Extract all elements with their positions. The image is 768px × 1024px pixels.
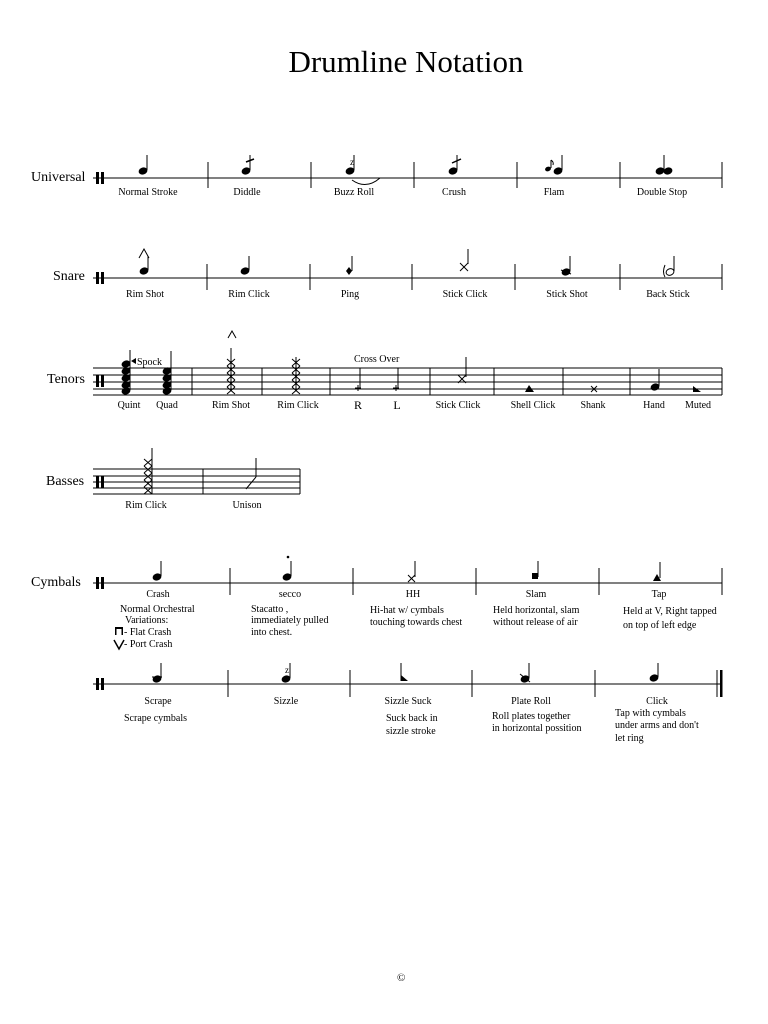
cross-over-left-note bbox=[393, 368, 399, 391]
tenors-staff-lines bbox=[93, 368, 722, 395]
final-barline bbox=[720, 670, 723, 697]
scrape-note bbox=[152, 663, 163, 684]
hh-description: touching towards chest bbox=[370, 617, 463, 628]
stick-shot-note bbox=[561, 256, 572, 277]
spock-indicator bbox=[131, 357, 162, 368]
universal-label: Flam bbox=[543, 187, 565, 198]
universal-label: Diddle bbox=[233, 187, 261, 198]
snare-label: Back Stick bbox=[646, 289, 690, 300]
ping-note bbox=[346, 256, 352, 275]
port-crash-description: - Port Crash bbox=[124, 639, 173, 650]
rim-click-note bbox=[240, 256, 251, 276]
cymbals-system-2 bbox=[93, 663, 723, 744]
spock-label: Spock bbox=[137, 357, 162, 368]
click-note bbox=[649, 663, 660, 683]
tap-description: on top of left edge bbox=[623, 620, 697, 631]
hh-note bbox=[408, 561, 415, 582]
cymbals-label: Crash bbox=[146, 589, 170, 600]
basses-instrument-label: Basses bbox=[46, 474, 85, 489]
universal-label: Normal Stroke bbox=[118, 187, 178, 198]
cymbals-label: Tap bbox=[651, 589, 667, 600]
crash-description: Variations: bbox=[125, 615, 169, 626]
buzz-roll-note bbox=[345, 155, 380, 185]
sizzle-suck-description: sizzle stroke bbox=[386, 726, 436, 737]
tap-note bbox=[653, 562, 661, 581]
slam-note bbox=[532, 561, 538, 579]
scrape-description: Scrape cymbals bbox=[124, 713, 188, 724]
click-description: let ring bbox=[615, 733, 644, 744]
secco-note bbox=[282, 556, 293, 582]
crash-note bbox=[152, 561, 163, 582]
cymbals-label: Click bbox=[646, 696, 668, 707]
secco-description: Stacatto , bbox=[251, 604, 289, 615]
flam-note bbox=[544, 155, 563, 176]
universal-label: Double Stop bbox=[636, 187, 688, 198]
hh-description: Hi-hat w/ cymbals bbox=[370, 605, 444, 616]
snare-instrument-label: Snare bbox=[53, 269, 85, 284]
plate-roll-description: Roll plates together bbox=[492, 711, 571, 722]
cymbals-label: Sizzle Suck bbox=[384, 696, 432, 707]
universal-instrument-label: Universal bbox=[31, 170, 86, 185]
cross-over-right-note bbox=[355, 368, 361, 391]
tenors-label: Quad bbox=[156, 400, 178, 411]
tap-description: Held at V, Right tapped bbox=[623, 606, 717, 617]
slam-description: without release of air bbox=[493, 617, 578, 628]
svg-text:z: z bbox=[285, 665, 289, 675]
percussion-clef-icon bbox=[96, 375, 104, 387]
port-crash-icon bbox=[114, 640, 124, 649]
basses-staff-lines bbox=[93, 469, 300, 494]
cymbals-label: Plate Roll bbox=[511, 696, 551, 707]
secco-description: immediately pulled bbox=[251, 615, 329, 626]
sizzle-note bbox=[281, 663, 292, 684]
slam-description: Held horizontal, slam bbox=[493, 605, 580, 616]
tenors-label: Rim Click bbox=[277, 400, 319, 411]
snare-label: Ping bbox=[340, 289, 360, 300]
cross-over-label: Cross Over bbox=[354, 354, 400, 365]
bass-unison-note bbox=[246, 458, 256, 489]
universal-system bbox=[31, 155, 722, 198]
cymbals-instrument-label: Cymbals bbox=[31, 575, 81, 590]
universal-barlines bbox=[208, 162, 722, 188]
basses-system bbox=[46, 448, 300, 511]
tenors-label: Hand bbox=[643, 400, 665, 411]
click-description: Tap with cymbals bbox=[615, 708, 686, 719]
double-stop-note bbox=[655, 155, 674, 176]
rim-shot-note bbox=[139, 249, 150, 276]
cymbals-barlines bbox=[230, 568, 722, 595]
snare-label: Stick Click bbox=[442, 289, 488, 300]
snare-label: Stick Shot bbox=[546, 289, 588, 300]
plate-roll-note bbox=[520, 663, 531, 684]
basses-label: Rim Click bbox=[125, 500, 167, 511]
tenors-label: R bbox=[353, 398, 363, 412]
crash-description: Normal Orchestral bbox=[120, 604, 195, 615]
crush-note bbox=[448, 155, 461, 176]
flat-crash-icon bbox=[115, 627, 123, 635]
cymbals-system bbox=[31, 556, 722, 650]
cymbals-label: Slam bbox=[525, 589, 547, 600]
tenors-label: Muted bbox=[684, 400, 712, 411]
stick-click-note bbox=[460, 249, 468, 271]
hand-note bbox=[650, 369, 661, 392]
snare-system bbox=[53, 249, 722, 300]
svg-text:z: z bbox=[350, 157, 354, 167]
normal-stroke-note bbox=[138, 155, 149, 176]
tenors-label: Shank bbox=[580, 400, 606, 411]
universal-label: Crush bbox=[442, 187, 466, 198]
tenor-rim-shot-chord bbox=[227, 331, 236, 394]
tenors-label: Stick Click bbox=[435, 400, 481, 411]
tenors-label: Shell Click bbox=[510, 400, 556, 411]
tenors-instrument-label: Tenors bbox=[47, 372, 85, 387]
basses-label: Unison bbox=[232, 500, 262, 511]
snare-label: Rim Shot bbox=[125, 289, 165, 300]
cymbals-label: secco bbox=[278, 589, 302, 600]
diddle-note bbox=[241, 155, 254, 176]
snare-label: Rim Click bbox=[228, 289, 270, 300]
tenors-system bbox=[47, 331, 722, 412]
page-title: Drumline Notation bbox=[288, 44, 524, 79]
copyright-mark: © bbox=[397, 972, 406, 984]
tenor-stick-click-note bbox=[458, 357, 466, 383]
sizzle-suck-description: Suck back in bbox=[386, 713, 438, 724]
click-description: under arms and don't bbox=[615, 720, 699, 731]
tenors-label: Quint bbox=[117, 400, 141, 411]
plate-roll-description: in horizontal possition bbox=[492, 723, 582, 734]
cymbals-label: Scrape bbox=[144, 696, 172, 707]
bass-rim-click-chord bbox=[144, 448, 152, 494]
secco-description: into chest. bbox=[251, 627, 293, 638]
flat-crash-description: - Flat Crash bbox=[124, 627, 172, 638]
cymbals-label: Sizzle bbox=[273, 696, 299, 707]
universal-label: Buzz Roll bbox=[333, 187, 375, 198]
tenors-label: L bbox=[393, 398, 401, 412]
sizzle-suck-note bbox=[401, 663, 408, 681]
tenors-label: Rim Shot bbox=[211, 400, 251, 411]
cymbals-label: HH bbox=[405, 589, 421, 600]
back-stick-note bbox=[664, 256, 675, 277]
